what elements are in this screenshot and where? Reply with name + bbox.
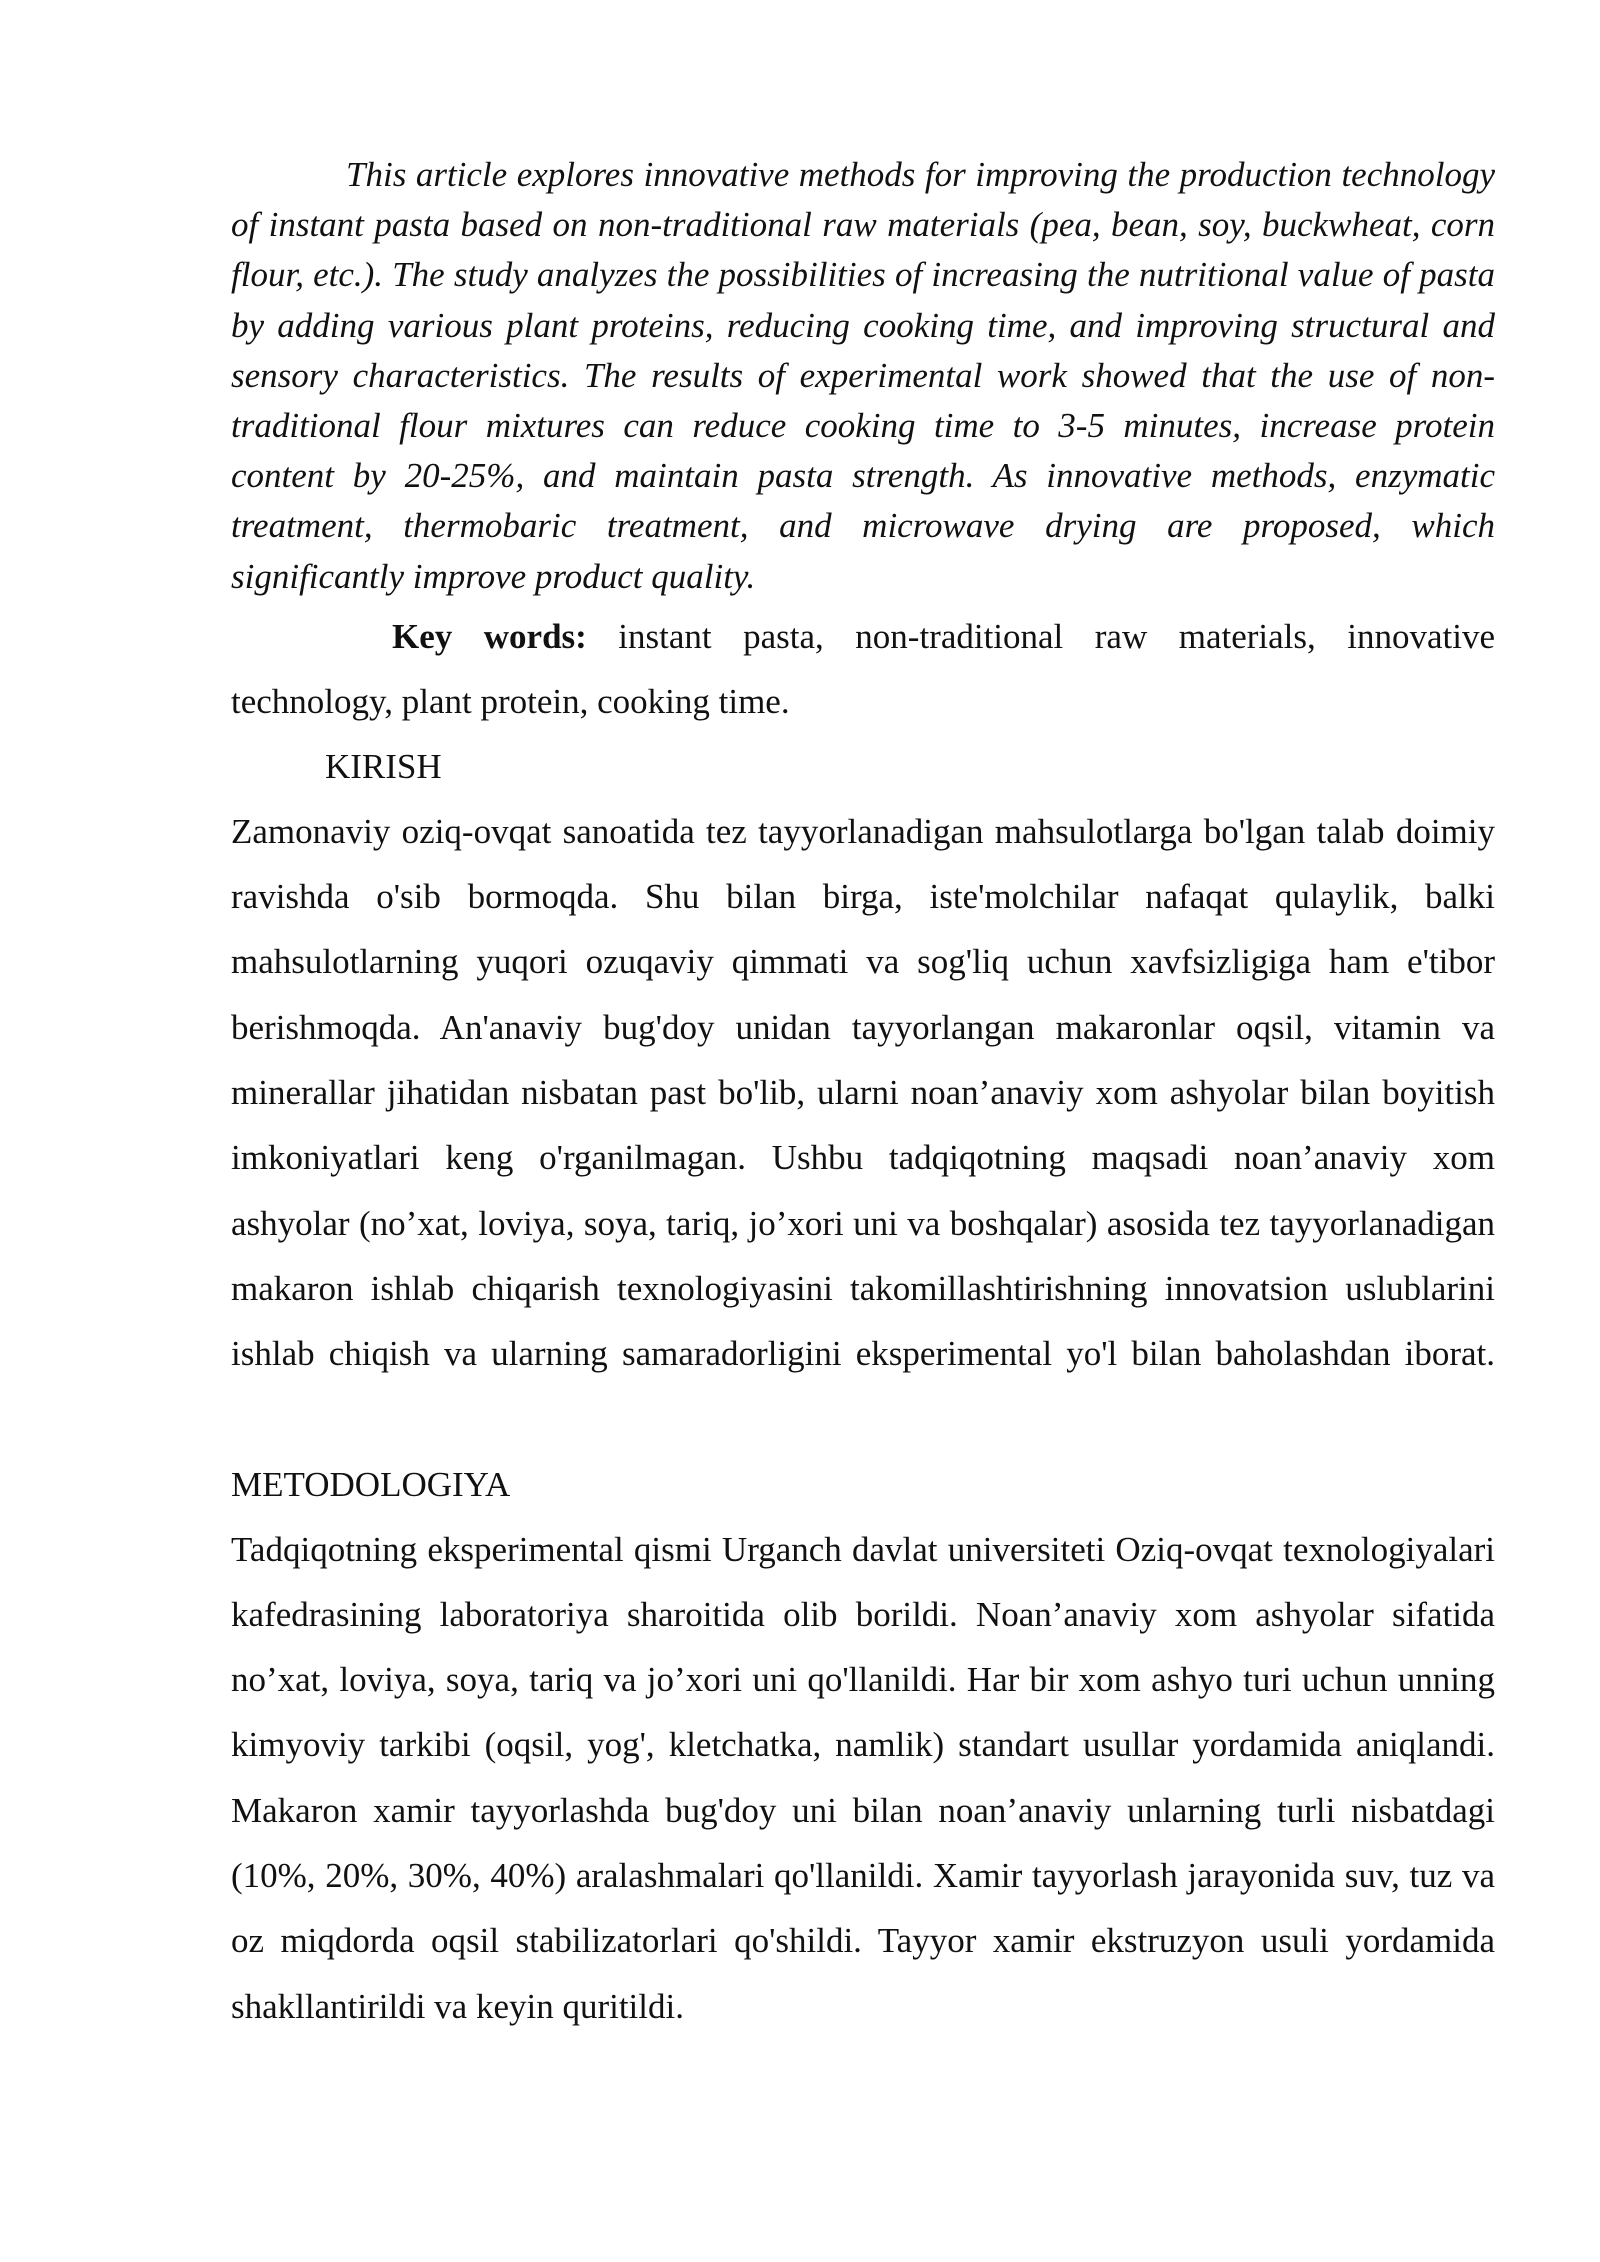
keywords-paragraph [231, 604, 1495, 734]
keywords-text: instant pasta, non-traditional raw materials, innovative technology, plant protein, cooking time. [231, 616, 1495, 721]
document-page [231, 150, 1495, 2039]
section-spacer [231, 1387, 1495, 1452]
abstract-paragraph: This article explores innovative methods for improving the production technology of instant pasta based on non-traditional raw materials (pea, bean, soy, buckwheat, corn flour, etc.). The study analyzes the possibilities of increasing the nutritional value of pasta by adding various plant proteins, reducing cooking time, and improving structural and sensory characteristics. The results of experimental work showed that the use of non-traditional flour mixtures can reduce cooking time to 3-5 minutes, increase protein content by 20-25%, and maintain pasta strength. As innovative methods, enzymatic treatment, thermobaric treatment, and microwave drying are proposed, which significantly improve product quality. [231, 155, 1495, 596]
methodology-paragraph: Tadqiqotning eksperimental qismi Urganch davlat universiteti Oziq-ovqat texnologiyalari kafedrasining laboratoriya sharoitida olib borildi. Noan’anaviy xom ashyolar sifatida no’xat, loviya, soya, tariq va jo’xori uni qo'llanildi. Har bir xom ashyo turi uchun unning kimyoviy tarkibi (oqsil, yog', kletchatka, namlik) standart usullar yordamida aniqlandi. Makaron xamir tayyorlashda bug'doy uni bilan noan’anaviy unlarning turli nisbatdagi (10%, 20%, 30%, 40%) aralashmalari qo'llanildi. Xamir tayyorlash jarayonida suv, tuz va oz miqdorda oqsil stabilizatorlari qo'shildi. Tayyor xamir ekstruzyon usuli yordamida shakllantirildi va keyin quritildi. [231, 1529, 1495, 2026]
introduction-heading: KIRISH [325, 746, 442, 786]
keywords-label: Key words: [392, 616, 587, 656]
methodology-heading: METODOLOGIYA [231, 1464, 511, 1504]
introduction-paragraph: Zamonaviy oziq-ovqat sanoatida tez tayyorlanadigan mahsulotlarga bo'lgan talab doimiy ravishda o'sib bormoqda. Shu bilan birga, iste'molchilar nafaqat qulaylik, balki mahsulotlarning yuqori ozuqaviy qimmati va sog'liq uchun xavfsizligiga ham e'tibor berishmoqda. An'anaviy bug'doy unidan tayyorlangan makaronlar oqsil, vitamin va minerallar jihatidan nisbatan past bo'lib, ularni noan’anaviy xom ashyolar bilan boyitish imkoniyatlari keng o'rganilmagan. Ushbu tadqiqotning maqsadi noan’anaviy xom ashyolar (no’xat, loviya, soya, tariq, jo’xori uni va boshqalar) asosida tez tayyorlanadigan makaron ishlab chiqarish texnologiyasini takomillashtirishning innovatsion uslublarini ishlab chiqish va ularning samaradorligini eksperimental yo'l bilan baholashdan iborat. [231, 811, 1495, 1374]
